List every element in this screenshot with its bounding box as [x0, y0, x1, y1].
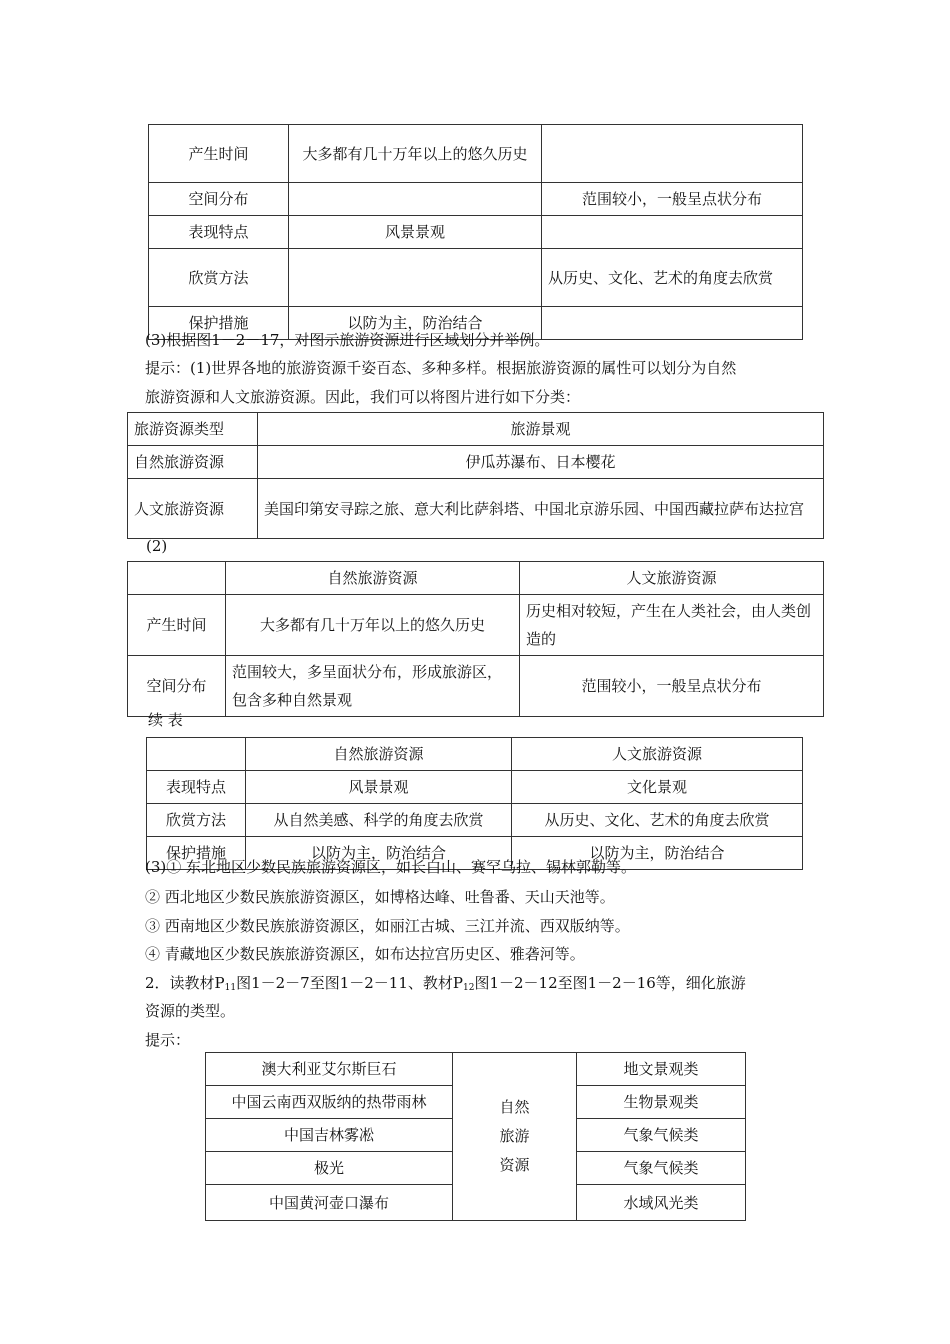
scenery-cell: 中国吉林雾凇 [206, 1119, 453, 1152]
row-label: 空间分布 [149, 183, 289, 216]
corner-cell [147, 738, 246, 771]
region-item: ② 西北地区少数民族旅游资源区，如博格达峰、吐鲁番、天山天池等。 [145, 888, 615, 906]
hint-2: 提示： [145, 1031, 191, 1049]
cultural-cell [542, 216, 803, 249]
row-label: 空间分布 [128, 656, 226, 717]
cultural-cell: 范围较小，一般呈点状分布 [520, 656, 824, 717]
natural-cell: 范围较大，多呈面状分布，形成旅游区，包含多种自然景观 [226, 656, 520, 717]
row-label: 表现特点 [149, 216, 289, 249]
q2-subscript-2: 12 [463, 983, 475, 993]
category-line: 旅游 [499, 1127, 530, 1145]
row-label: 保护措施 [147, 837, 246, 870]
table-classification [127, 412, 824, 539]
region-item: ③ 西南地区少数民族旅游资源区，如丽江古城、三江并流、西双版纳等。 [145, 917, 630, 935]
type-cell: 生物景观类 [577, 1086, 746, 1119]
cultural-cell [542, 125, 803, 183]
cultural-cell: 文化景观 [512, 771, 803, 804]
natural-cell: 大多都有几十万年以上的悠久历史 [226, 595, 520, 656]
q2-text-a: 2．读教材P [145, 974, 225, 992]
table-comparison [127, 561, 824, 717]
natural-cell: 大多都有几十万年以上的悠久历史 [289, 125, 542, 183]
natural-cell: 以防为主，防治结合 [289, 307, 542, 340]
natural-cell [289, 183, 542, 216]
question-2-line-2: 资源的类型。 [145, 1002, 236, 1020]
row-label: 保护措施 [149, 307, 289, 340]
region-item: ④ 青藏地区少数民族旅游资源区，如布达拉宫历史区、雅砻河等。 [145, 945, 585, 963]
cultural-cell: 以防为主，防治结合 [512, 837, 803, 870]
header-cultural: 人文旅游资源 [520, 562, 824, 595]
natural-cell [289, 249, 542, 307]
hint-line-2: 旅游资源和人文旅游资源。因此，我们可以将图片进行如下分类： [145, 388, 581, 406]
hint-line-1: 提示：(1)世界各地的旅游资源千姿百态、多种多样。根据旅游资源的属性可以划分为自然 [145, 359, 737, 377]
type-cell: 水域风光类 [577, 1185, 746, 1221]
row-value: 伊瓜苏瀑布、日本樱花 [258, 446, 824, 479]
natural-cell: 以防为主，防治结合 [246, 837, 512, 870]
corner-cell [128, 562, 226, 595]
row-label: 产生时间 [149, 125, 289, 183]
row-label: 产生时间 [128, 595, 226, 656]
cultural-cell: 历史相对较短，产生在人类社会，由人类创造的 [520, 595, 824, 656]
q2-subscript-1: 11 [224, 983, 237, 993]
cultural-cell: 从历史、文化、艺术的角度去欣赏 [542, 249, 803, 307]
row-value: 美国印第安寻踪之旅、意大利比萨斜塔、中国北京游乐园、中国西藏拉萨布达拉宫 [258, 479, 824, 539]
row-label: 欣赏方法 [147, 804, 246, 837]
scenery-cell: 澳大利亚艾尔斯巨石 [206, 1053, 453, 1086]
header-cultural: 人文旅游资源 [512, 738, 803, 771]
table-top [148, 124, 803, 340]
q2-text-c: 图1－2－12至图1－2－16等，细化旅游 [474, 974, 746, 992]
header-natural: 自然旅游资源 [226, 562, 520, 595]
table-continued [146, 737, 803, 870]
table-resource-types [205, 1052, 746, 1221]
category-line: 自然 [499, 1098, 530, 1116]
natural-cell: 风景景观 [246, 771, 512, 804]
row-label: 人文旅游资源 [128, 479, 258, 539]
type-cell: 气象气候类 [577, 1152, 746, 1185]
header-type: 旅游资源类型 [128, 413, 258, 446]
cultural-cell: 从历史、文化、艺术的角度去欣赏 [512, 804, 803, 837]
natural-cell: 风景景观 [289, 216, 542, 249]
type-cell: 气象气候类 [577, 1119, 746, 1152]
region-item: (3)① 东北地区少数民族旅游资源区，如长白山、赛罕乌拉、锡林郭勒等。 [145, 858, 637, 876]
row-label: 表现特点 [147, 771, 246, 804]
row-label: 自然旅游资源 [128, 446, 258, 479]
category-line: 资源 [499, 1156, 530, 1174]
part-2-label: (2) [146, 537, 168, 555]
question-2 [145, 970, 746, 1001]
scenery-cell: 中国黄河壶口瀑布 [206, 1185, 453, 1221]
header-natural: 自然旅游资源 [246, 738, 512, 771]
category-cell [453, 1053, 577, 1221]
type-cell: 地文景观类 [577, 1053, 746, 1086]
question-3: (3)根据图1－2－17，对图示旅游资源进行区域划分并举例。 [145, 331, 550, 349]
row-label: 欣赏方法 [149, 249, 289, 307]
cultural-cell [542, 307, 803, 340]
header-scenery: 旅游景观 [258, 413, 824, 446]
natural-cell: 从自然美感、科学的角度去欣赏 [246, 804, 512, 837]
scenery-cell: 中国云南西双版纳的热带雨林 [206, 1086, 453, 1119]
scenery-cell: 极光 [206, 1152, 453, 1185]
q2-text-b: 图1－2－7至图1－2－11、教材P [236, 974, 463, 992]
cultural-cell: 范围较小，一般呈点状分布 [542, 183, 803, 216]
continued-label: 续 表 [148, 711, 183, 729]
